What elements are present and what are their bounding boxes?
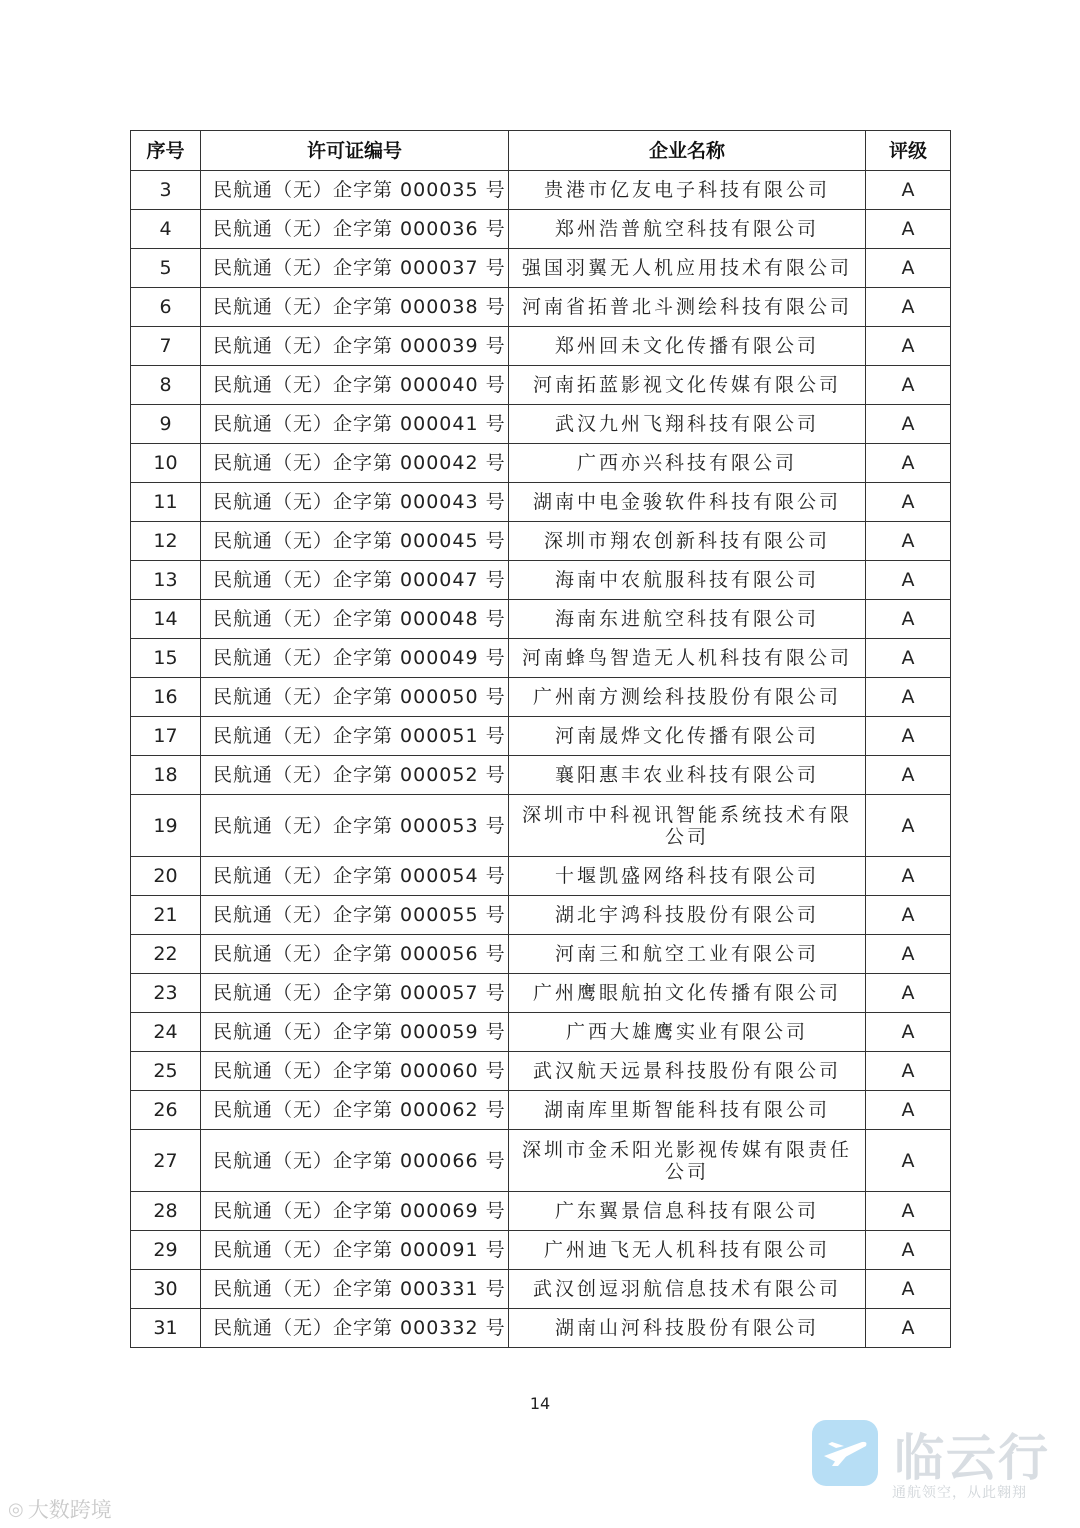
cell-seq: 21 — [131, 896, 201, 935]
cell-grade: A — [866, 249, 951, 288]
cell-company: 河南拓蓝影视文化传媒有限公司 — [509, 366, 866, 405]
cell-company: 深圳市翔农创新科技有限公司 — [509, 522, 866, 561]
table-row — [131, 171, 951, 210]
cell-grade: A — [866, 288, 951, 327]
cell-license: 民航通（无）企字第 000053 号 — [201, 795, 509, 857]
cell-seq: 16 — [131, 678, 201, 717]
cell-seq: 19 — [131, 795, 201, 857]
table-row — [131, 444, 951, 483]
cell-grade: A — [866, 405, 951, 444]
cell-grade: A — [866, 210, 951, 249]
cell-seq: 11 — [131, 483, 201, 522]
cell-grade: A — [866, 896, 951, 935]
cell-grade: A — [866, 522, 951, 561]
cell-license: 民航通（无）企字第 000056 号 — [201, 935, 509, 974]
cell-company: 广州鹰眼航拍文化传播有限公司 — [509, 974, 866, 1013]
cell-license: 民航通（无）企字第 000057 号 — [201, 974, 509, 1013]
cell-company: 广州南方测绘科技股份有限公司 — [509, 678, 866, 717]
watermark-slogan: 通航领空，从此翱翔 — [892, 1485, 1027, 1501]
cell-company: 广西亦兴科技有限公司 — [509, 444, 866, 483]
cell-company: 郑州浩普航空科技有限公司 — [509, 210, 866, 249]
table-row — [131, 795, 951, 857]
cell-company: 湖南中电金骏软件科技有限公司 — [509, 483, 866, 522]
cell-grade: A — [866, 795, 951, 857]
cell-license: 民航通（无）企字第 000069 号 — [201, 1192, 509, 1231]
cell-grade: A — [866, 756, 951, 795]
cell-company: 广州迪飞无人机科技有限公司 — [509, 1231, 866, 1270]
cell-grade: A — [866, 1052, 951, 1091]
table-row — [131, 756, 951, 795]
cell-grade: A — [866, 974, 951, 1013]
cell-grade: A — [866, 600, 951, 639]
table-row — [131, 1091, 951, 1130]
table-row — [131, 1270, 951, 1309]
cell-license: 民航通（无）企字第 000039 号 — [201, 327, 509, 366]
cell-grade: A — [866, 561, 951, 600]
cell-seq: 8 — [131, 366, 201, 405]
cell-seq: 25 — [131, 1052, 201, 1091]
cell-company: 郑州回未文化传播有限公司 — [509, 327, 866, 366]
cell-company: 海南东进航空科技有限公司 — [509, 600, 866, 639]
cell-license: 民航通（无）企字第 000043 号 — [201, 483, 509, 522]
cell-seq: 29 — [131, 1231, 201, 1270]
cell-company: 湖北宇鸿科技股份有限公司 — [509, 896, 866, 935]
cell-grade: A — [866, 1130, 951, 1192]
license-rating-table — [130, 130, 951, 1348]
airplane-icon — [812, 1420, 878, 1486]
page-number: 14 — [529, 1394, 551, 1413]
cell-seq: 5 — [131, 249, 201, 288]
cell-seq: 26 — [131, 1091, 201, 1130]
cell-license: 民航通（无）企字第 000041 号 — [201, 405, 509, 444]
table-body — [131, 171, 951, 1348]
cell-grade: A — [866, 1192, 951, 1231]
table-row — [131, 717, 951, 756]
header-company: 企业名称 — [509, 131, 866, 171]
cell-license: 民航通（无）企字第 000331 号 — [201, 1270, 509, 1309]
cell-license: 民航通（无）企字第 000047 号 — [201, 561, 509, 600]
table-row — [131, 1130, 951, 1192]
cell-grade: A — [866, 935, 951, 974]
cell-seq: 27 — [131, 1130, 201, 1192]
cell-license: 民航通（无）企字第 000052 号 — [201, 756, 509, 795]
table-row — [131, 1231, 951, 1270]
table-row — [131, 483, 951, 522]
cell-grade: A — [866, 678, 951, 717]
cell-grade: A — [866, 857, 951, 896]
cell-grade: A — [866, 1309, 951, 1348]
cell-company: 襄阳惠丰农业科技有限公司 — [509, 756, 866, 795]
cell-company: 河南蜂鸟智造无人机科技有限公司 — [509, 639, 866, 678]
table-row — [131, 288, 951, 327]
cell-seq: 10 — [131, 444, 201, 483]
weibo-icon: ◎ — [8, 1498, 24, 1520]
cell-license: 民航通（无）企字第 000037 号 — [201, 249, 509, 288]
cell-company: 海南中农航服科技有限公司 — [509, 561, 866, 600]
cell-license: 民航通（无）企字第 000035 号 — [201, 171, 509, 210]
cell-license: 民航通（无）企字第 000048 号 — [201, 600, 509, 639]
cell-seq: 3 — [131, 171, 201, 210]
cell-company: 湖南库里斯智能科技有限公司 — [509, 1091, 866, 1130]
cell-grade: A — [866, 1270, 951, 1309]
table-row — [131, 366, 951, 405]
table-row — [131, 1192, 951, 1231]
cell-license: 民航通（无）企字第 000066 号 — [201, 1130, 509, 1192]
table-row — [131, 405, 951, 444]
cell-company: 武汉创逗羽航信息技术有限公司 — [509, 1270, 866, 1309]
cell-grade: A — [866, 366, 951, 405]
cell-grade: A — [866, 717, 951, 756]
table-row — [131, 1309, 951, 1348]
cell-license: 民航通（无）企字第 000042 号 — [201, 444, 509, 483]
cell-company: 湖南山河科技股份有限公司 — [509, 1309, 866, 1348]
table-header-row — [131, 131, 951, 171]
cell-company: 贵港市亿友电子科技有限公司 — [509, 171, 866, 210]
cell-company: 河南晟烨文化传播有限公司 — [509, 717, 866, 756]
watermark-brand: 临云行 — [894, 1429, 1050, 1487]
table-row — [131, 896, 951, 935]
cell-company: 河南三和航空工业有限公司 — [509, 935, 866, 974]
cell-license: 民航通（无）企字第 000036 号 — [201, 210, 509, 249]
cell-grade: A — [866, 1091, 951, 1130]
cell-license: 民航通（无）企字第 000040 号 — [201, 366, 509, 405]
cell-grade: A — [866, 1013, 951, 1052]
table-row — [131, 210, 951, 249]
cell-seq: 9 — [131, 405, 201, 444]
header-grade: 评级 — [866, 131, 951, 171]
table-row — [131, 1052, 951, 1091]
cell-company: 广西大雄鹰实业有限公司 — [509, 1013, 866, 1052]
cell-license: 民航通（无）企字第 000059 号 — [201, 1013, 509, 1052]
cell-seq: 28 — [131, 1192, 201, 1231]
table-row — [131, 1013, 951, 1052]
cell-grade: A — [866, 483, 951, 522]
cell-company: 深圳市中科视讯智能系统技术有限公司 — [509, 795, 866, 857]
cell-company: 深圳市金禾阳光影视传媒有限责任公司 — [509, 1130, 866, 1192]
cell-seq: 6 — [131, 288, 201, 327]
cell-seq: 18 — [131, 756, 201, 795]
table-row — [131, 600, 951, 639]
cell-company: 十堰凯盛网络科技有限公司 — [509, 857, 866, 896]
cell-license: 民航通（无）企字第 000049 号 — [201, 639, 509, 678]
cell-seq: 23 — [131, 974, 201, 1013]
watermark-left-text: 大数跨境 — [27, 1498, 112, 1522]
cell-company: 强国羽翼无人机应用技术有限公司 — [509, 249, 866, 288]
table-row — [131, 561, 951, 600]
cell-company: 河南省拓普北斗测绘科技有限公司 — [509, 288, 866, 327]
cell-license: 民航通（无）企字第 000055 号 — [201, 896, 509, 935]
cell-grade: A — [866, 1231, 951, 1270]
cell-seq: 4 — [131, 210, 201, 249]
table-row — [131, 678, 951, 717]
cell-seq: 13 — [131, 561, 201, 600]
cell-company: 武汉航天远景科技股份有限公司 — [509, 1052, 866, 1091]
cell-license: 民航通（无）企字第 000054 号 — [201, 857, 509, 896]
cell-license: 民航通（无）企字第 000062 号 — [201, 1091, 509, 1130]
cell-license: 民航通（无）企字第 000038 号 — [201, 288, 509, 327]
cell-company: 广东翼景信息科技有限公司 — [509, 1192, 866, 1231]
cell-license: 民航通（无）企字第 000060 号 — [201, 1052, 509, 1091]
cell-seq: 12 — [131, 522, 201, 561]
cell-license: 民航通（无）企字第 000091 号 — [201, 1231, 509, 1270]
header-seq: 序号 — [131, 131, 201, 171]
cell-seq: 7 — [131, 327, 201, 366]
cell-seq: 20 — [131, 857, 201, 896]
table-row — [131, 522, 951, 561]
cell-grade: A — [866, 639, 951, 678]
table-row — [131, 935, 951, 974]
cell-seq: 24 — [131, 1013, 201, 1052]
cell-company: 武汉九州飞翔科技有限公司 — [509, 405, 866, 444]
cell-seq: 17 — [131, 717, 201, 756]
cell-license: 民航通（无）企字第 000050 号 — [201, 678, 509, 717]
cell-seq: 22 — [131, 935, 201, 974]
table-row — [131, 639, 951, 678]
cell-grade: A — [866, 444, 951, 483]
watermark-left — [8, 1494, 112, 1524]
cell-seq: 31 — [131, 1309, 201, 1348]
cell-seq: 30 — [131, 1270, 201, 1309]
cell-license: 民航通（无）企字第 000332 号 — [201, 1309, 509, 1348]
table-row — [131, 857, 951, 896]
table-row — [131, 327, 951, 366]
cell-grade: A — [866, 171, 951, 210]
cell-seq: 15 — [131, 639, 201, 678]
cell-license: 民航通（无）企字第 000051 号 — [201, 717, 509, 756]
table-row — [131, 249, 951, 288]
cell-grade: A — [866, 327, 951, 366]
header-license: 许可证编号 — [201, 131, 509, 171]
cell-seq: 14 — [131, 600, 201, 639]
cell-license: 民航通（无）企字第 000045 号 — [201, 522, 509, 561]
table-row — [131, 974, 951, 1013]
watermark-right — [808, 1416, 1072, 1508]
